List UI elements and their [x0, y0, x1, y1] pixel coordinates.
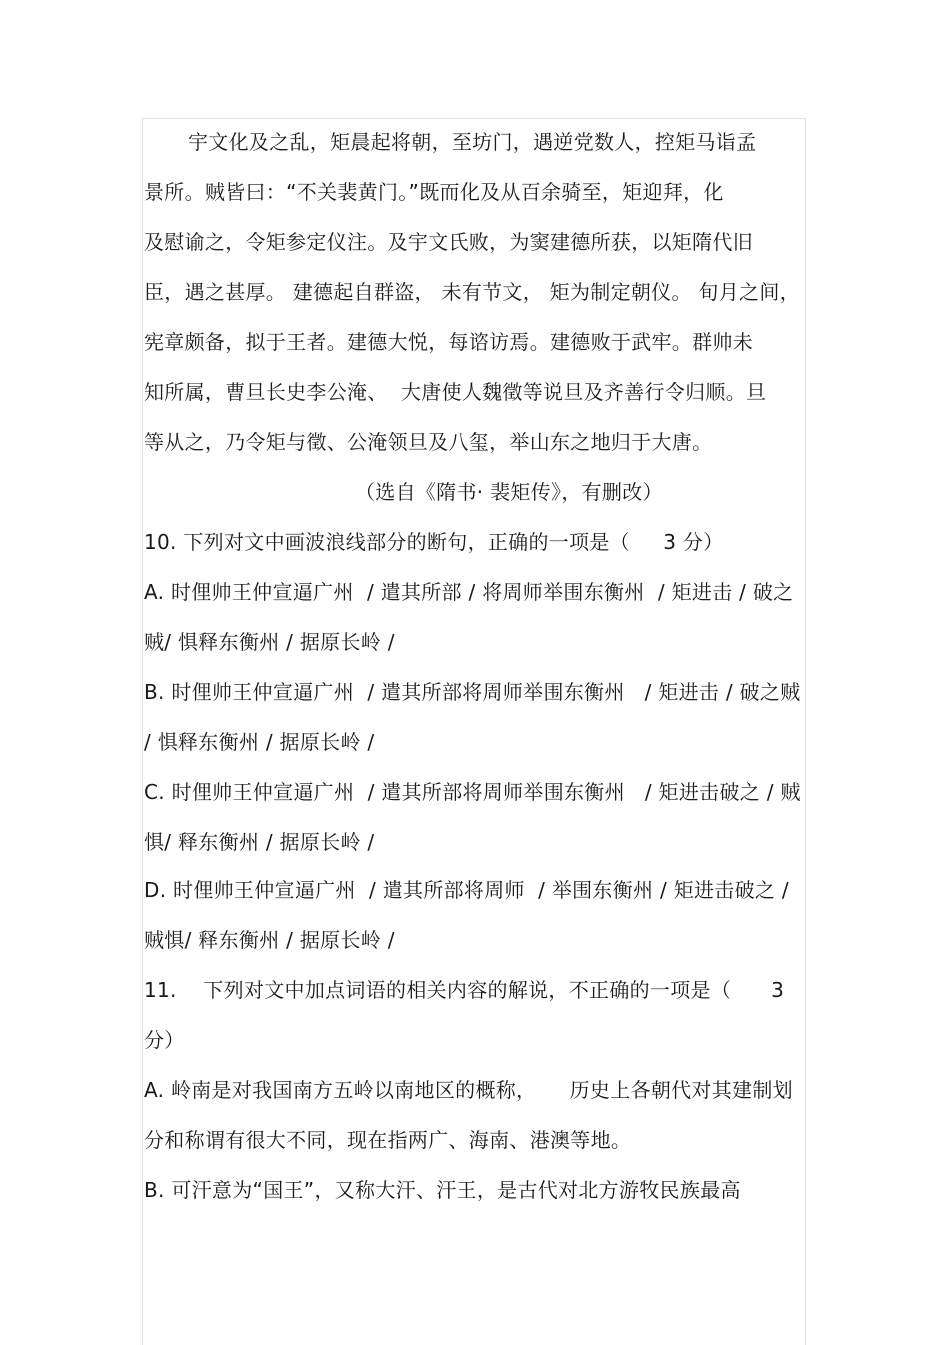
question-10-option-b: B. 时俚帅王仲宣逼广州 / 遣其所部将周师举围东衡州 / 矩进击 / 破之贼 — [144, 680, 801, 704]
passage-line: 臣，遇之甚厚。 建德起自群盗， 未有节文， 矩为制定朝仪。 旬月之间， — [144, 280, 800, 304]
question-10-option-a-cont: 贼/ 惧释东衡州 / 据原长岭 / — [144, 630, 395, 654]
passage-line: 景所。贼皆曰：“不关裴黄门。”既而化及从百余骑至，矩迎拜，化 — [144, 180, 724, 204]
question-11-stem: 11. 下列对文中加点词语的相关内容的解说，不正确的一项是（ 3 — [144, 978, 785, 1002]
question-10-option-c-cont: 惧/ 释东衡州 / 据原长岭 / — [144, 830, 375, 854]
passage-source: （选自《隋书· 裴矩传》，有删改） — [355, 480, 663, 504]
question-10-option-d: D. 时俚帅王仲宣逼广州 / 遣其所部将周师 / 举围东衡州 / 矩进击破之 / — [144, 878, 789, 902]
passage-line: 等从之，乃令矩与徵、公淹领旦及八玺，举山东之地归于大唐。 — [144, 430, 713, 454]
question-10-option-a: A. 时俚帅王仲宣逼广州 / 遣其所部 / 将周师举围东衡州 / 矩进击 / 破之 — [144, 580, 794, 604]
question-11-stem-cont: 分） — [144, 1028, 185, 1052]
question-11-option-b: B. 可汗意为“国王”，又称大汗、汗王，是古代对北方游牧民族最高 — [144, 1178, 741, 1202]
question-11-option-a: A. 岭南是对我国南方五岭以南地区的概称， 历史上各朝代对其建制划 — [144, 1078, 793, 1102]
question-10-option-b-cont: / 惧释东衡州 / 据原长岭 / — [144, 730, 375, 754]
passage-line: 知所属，曹旦长史李公淹、 大唐使人魏徵等说旦及齐善行令归顺。旦 — [144, 380, 767, 404]
question-10-stem: 10. 下列对文中画波浪线部分的断句，正确的一项是（ 3 分） — [144, 530, 724, 554]
passage-line: 宪章颇备，拟于王者。建德大悦，每谘访焉。建德败于武牢。群帅未 — [144, 330, 753, 354]
question-10-option-c: C. 时俚帅王仲宣逼广州 / 遣其所部将周师举围东衡州 / 矩进击破之 / 贼 — [144, 780, 801, 804]
passage-line: 及慰谕之，令矩参定仪注。及宇文氏败，为窦建德所获，以矩隋代旧 — [144, 230, 753, 254]
question-11-option-a-cont: 分和称谓有很大不同，现在指两广、海南、港澳等地。 — [144, 1128, 632, 1152]
passage-line: 宇文化及之乱，矩晨起将朝，至坊门，遇逆党数人，控矩马诣孟 — [188, 130, 757, 154]
question-10-option-d-cont: 贼惧/ 释东衡州 / 据原长岭 / — [144, 928, 395, 952]
